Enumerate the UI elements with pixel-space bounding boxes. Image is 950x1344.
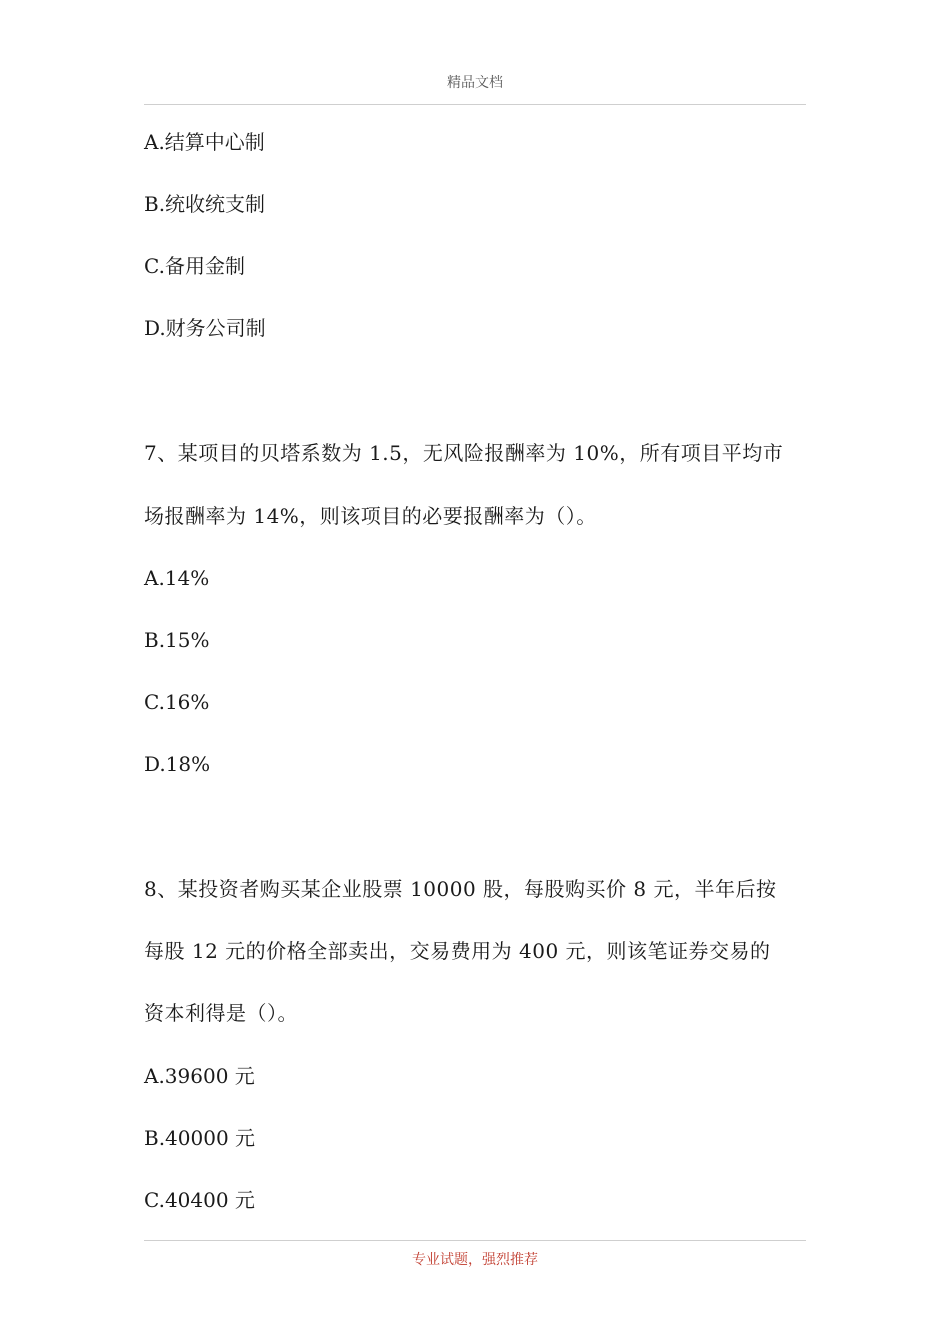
- question-7-option-a: A.14%: [144, 566, 210, 590]
- question-7-stem-line-1: 7、某项目的贝塔系数为 1.5，无风险报酬率为 10%，所有项目平均市: [144, 441, 784, 465]
- question-8-stem-line-1: 8、某投资者购买某企业股票 10000 股，每股购买价 8 元，半年后按: [144, 877, 777, 901]
- question-8-option-b: B.40000 元: [144, 1126, 256, 1150]
- question-6-option-b: B.统收统支制: [144, 192, 266, 216]
- footer-divider: [144, 1240, 806, 1241]
- question-8-stem-line-2: 每股 12 元的价格全部卖出，交易费用为 400 元，则该笔证券交易的: [144, 939, 771, 963]
- question-8-stem-line-3: 资本利得是（）。: [144, 1001, 298, 1025]
- page-footer-text: 专业试题，强烈推荐: [412, 1252, 538, 1268]
- question-7-stem-line-2: 场报酬率为 14%，则该项目的必要报酬率为（）。: [144, 504, 597, 528]
- question-7-option-d: D.18%: [144, 752, 211, 776]
- question-8-option-c: C.40400 元: [144, 1188, 255, 1212]
- header-divider: [144, 104, 806, 105]
- question-8-option-a: A.39600 元: [144, 1064, 255, 1088]
- question-6-option-a: A.结算中心制: [144, 130, 265, 154]
- question-7-option-b: B.15%: [144, 628, 210, 652]
- page-header-title: 精品文档: [447, 75, 503, 91]
- question-6-option-d: D.财务公司制: [144, 316, 266, 340]
- question-6-option-c: C.备用金制: [144, 254, 245, 278]
- question-7-option-c: C.16%: [144, 690, 210, 714]
